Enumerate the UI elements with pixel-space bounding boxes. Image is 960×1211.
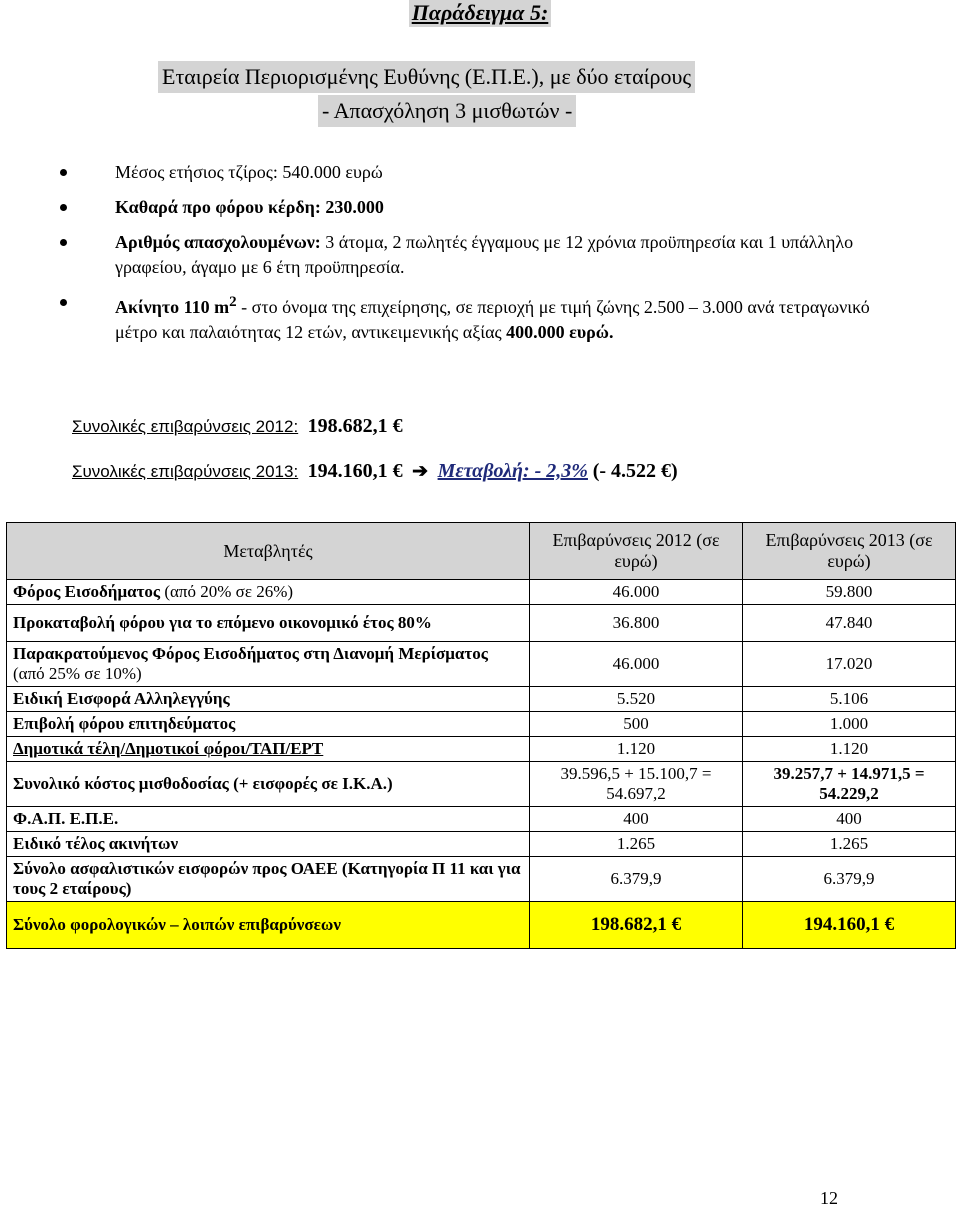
bullet-icon [60, 239, 67, 246]
summary-2012: Συνολικές επιβαρύνσεις 2012: 198.682,1 € [72, 415, 403, 437]
page-heading: Παράδειγμα 5: [0, 0, 960, 26]
list-item: Αριθμός απασχολουμένων: 3 άτομα, 2 πωλητές έγγαμους με 12 χρόνια προϋπηρεσία και 1 υπάλληλο γραφείου, άγαμο με 6 έτη προϋπηρεσία. [60, 230, 900, 280]
table-row: Ειδική Εισφορά Αλληλεγγύης 5.520 5.106 [7, 687, 956, 712]
bullet-icon [60, 299, 67, 306]
table-row: Προκαταβολή φόρου για το επόμενο οικονομικό έτος 80% 36.800 47.840 [7, 605, 956, 642]
table-row: Επιβολή φόρου επιτηδεύματος 500 1.000 [7, 712, 956, 737]
header-2012: Επιβαρύνσεις 2012 (σε ευρώ) [530, 523, 743, 580]
header-2013: Επιβαρύνσεις 2013 (σε ευρώ) [743, 523, 956, 580]
summary-2013: Συνολικές επιβαρύνσεις 2013: 194.160,1 € ➔ Μεταβολή: - 2,3% (- 4.522 €) [72, 460, 678, 482]
table-row: Φόρος Εισοδήματος (από 20% σε 26%) 46.000 59.800 [7, 580, 956, 605]
arrow-icon: ➔ [412, 461, 429, 482]
list-item: Μέσος ετήσιος τζίρος: 540.000 ευρώ [60, 160, 900, 185]
table-total-row: Σύνολο φορολογικών – λοιπών επιβαρύνσεων 198.682,1 € 194.160,1 € [7, 902, 956, 949]
table-row: Συνολικό κόστος μισθοδοσίας (+ εισφορές σε Ι.Κ.Α.) 39.596,5 + 15.100,7 = 54.697,2 39.257,7 + 14.971,5 = 54.229,2 [7, 762, 956, 807]
charges-table [6, 522, 956, 949]
header-variables: Μεταβλητές [7, 523, 530, 580]
company-title: Εταιρεία Περιορισμένης Ευθύνης (Ε.Π.Ε.), με δύο εταίρους [158, 61, 695, 93]
facts-list [60, 160, 900, 355]
employees-subtitle: - Απασχόληση 3 μισθωτών - [318, 95, 576, 127]
table-row: Δημοτικά τέλη/Δημοτικοί φόροι/ΤΑΠ/ΕΡΤ 1.120 1.120 [7, 737, 956, 762]
list-item: Ακίνητο 110 $m^2$ - στο όνομα της επιχείρησης, σε περιοχή με τιμή ζώνης 2.500 – 3.000 ανά τετραγωνικό μέτρο και παλαιότητας 12 ετών, αντικειμενικής αξίας 400.000 ευρώ. [60, 290, 900, 345]
page-number: 12 [820, 1188, 838, 1208]
table-header-row [7, 523, 956, 580]
bullet-icon [60, 169, 67, 176]
table-row: Φ.Α.Π. Ε.Π.Ε. 400 400 [7, 807, 956, 832]
table-row: Σύνολο ασφαλιστικών εισφορών προς ΟΑΕΕ (Κατηγορία Π 11 και για τους 2 εταίρους) 6.379,9 6.379,9 [7, 857, 956, 902]
table-row: Ειδικό τέλος ακινήτων 1.265 1.265 [7, 832, 956, 857]
table-row: Παρακρατούμενος Φόρος Εισοδήματος στη Διανομή Μερίσματος (από 25% σε 10%) 46.000 17.020 [7, 642, 956, 687]
bullet-icon [60, 204, 67, 211]
list-item: Καθαρά προ φόρου κέρδη: 230.000 [60, 195, 900, 220]
